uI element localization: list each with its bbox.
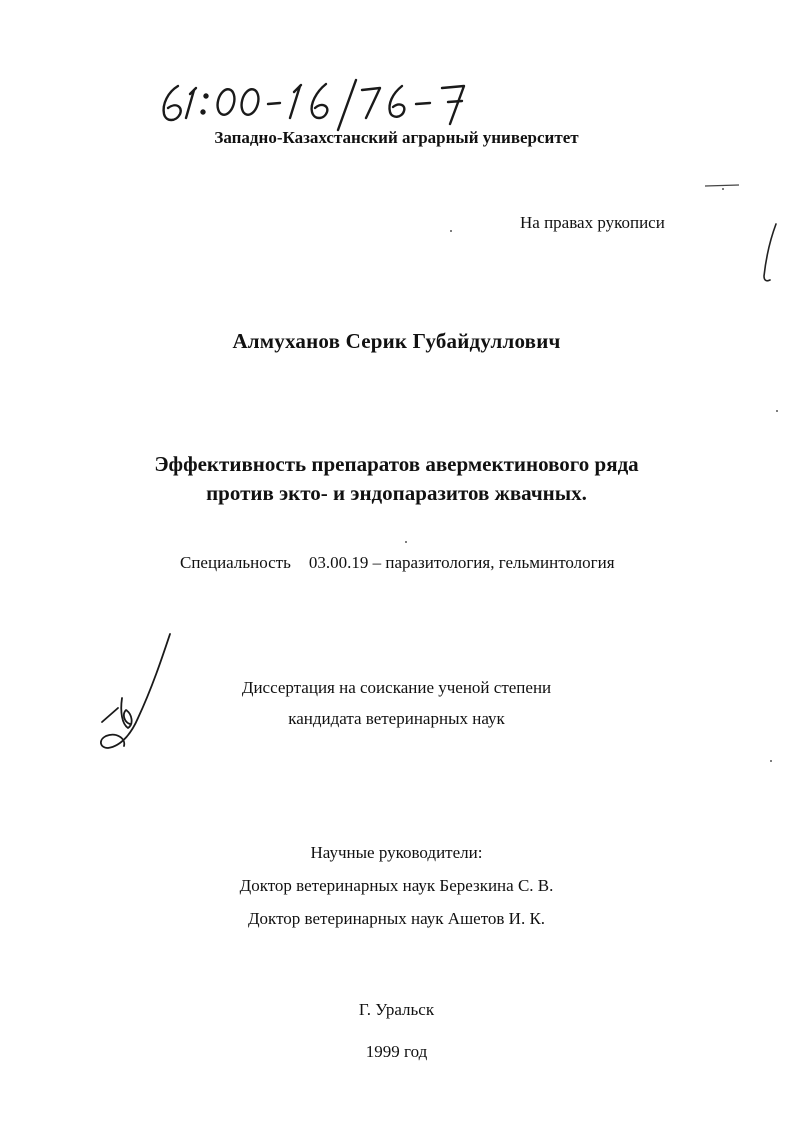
supervisors-block <box>0 836 793 935</box>
author-name: Алмуханов Серик Губайдуллович <box>232 329 561 353</box>
specialty-code: 03.00.19 – паразитология, гельминтология <box>308 553 615 572</box>
supervisors-heading: Научные руководители: <box>310 843 483 862</box>
scan-speck <box>770 760 772 762</box>
degree-line: кандидата ветеринарных наук <box>288 709 505 728</box>
scan-mark <box>705 176 741 182</box>
scan-speck <box>722 188 724 190</box>
university-name: Западно-Казахстанский аграрный университет <box>214 128 579 147</box>
supervisor-name: Доктор ветеринарных наук Березкина С. В. <box>239 876 554 895</box>
dissertation-title <box>0 450 793 508</box>
degree-statement <box>0 672 793 734</box>
specialty-label: Специальность <box>180 553 291 572</box>
year: 1999 год <box>365 1042 428 1061</box>
scan-speck <box>450 230 452 232</box>
specialty-line <box>180 553 615 573</box>
scan-speck <box>776 410 778 412</box>
degree-line: Диссертация на соискание ученой степени <box>241 678 552 697</box>
title-line: Эффективность препаратов авермектинового ряда <box>154 452 639 476</box>
margin-pen-mark <box>752 220 782 290</box>
manuscript-rights: На правах рукописи <box>520 213 665 232</box>
city: Г. Уральск <box>358 1000 435 1019</box>
supervisor-name: Доктор ветеринарных наук Ашетов И. К. <box>247 909 546 928</box>
title-line: против экто- и эндопаразитов жвачных. <box>206 481 587 505</box>
scan-speck <box>405 541 407 543</box>
